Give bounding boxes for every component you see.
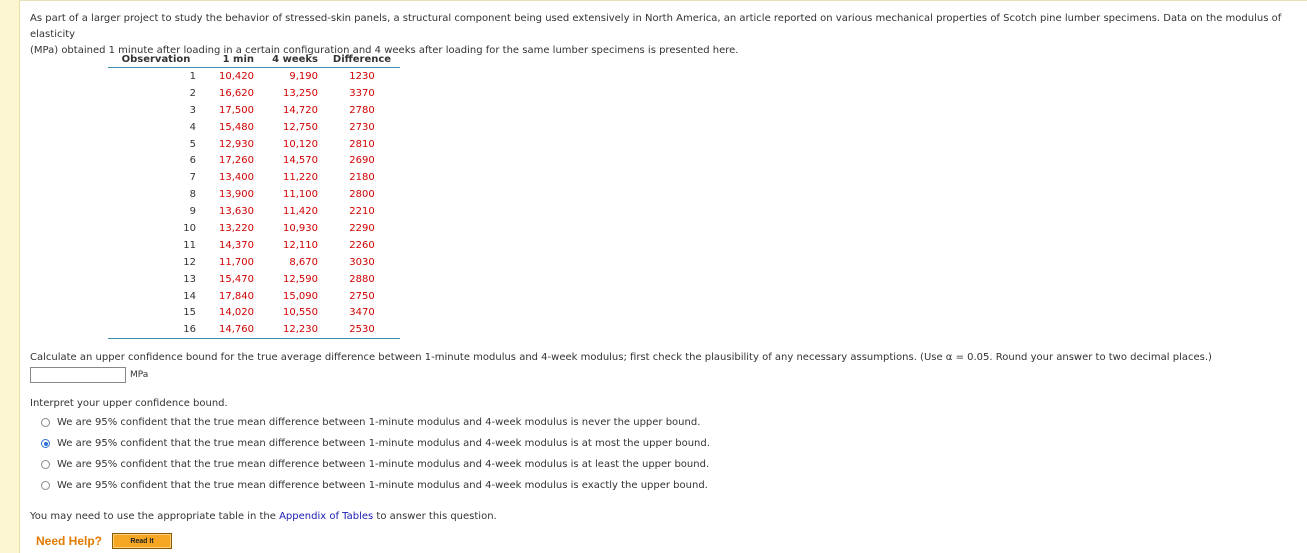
table-row [108,136,400,153]
left-margin-bar [0,0,20,553]
header-difference: Difference [320,51,400,68]
difference-cell: 2690 [349,155,375,167]
one-min-cell: 13,630 [219,206,254,218]
header-observation: Observation [108,51,196,68]
one-min-cell: 12,930 [219,138,254,150]
observation-cell: 13 [183,273,196,285]
option-label: We are 95% confident that the true mean difference between 1-minute modulus and 4-week modulus is at least the upper bound. [57,459,710,470]
one-min-cell: 13,400 [219,172,254,184]
four-weeks-cell: 10,930 [283,222,318,234]
intro-line-1: As part of a larger project to study the behavior of stressed-skin panels, a structural component being used extensively in North America, an article reported on various mechanical properties of Scotch pine lumber specimens. Data on the modulus of elasticity [30,13,1282,40]
one-min-cell: 14,760 [196,321,256,338]
top-divider [19,0,1307,1]
option-never[interactable] [41,412,710,433]
difference-cell: 3370 [349,87,375,99]
observation-cell: 1 [189,70,196,82]
table-row [108,254,400,271]
question-content [30,11,1305,548]
appendix-note [30,511,497,522]
option-label: We are 95% confident that the true mean difference between 1-minute modulus and 4-week modulus is exactly the upper bound. [57,480,708,491]
one-min-cell: 14,020 [219,307,254,319]
observation-cell: 8 [189,189,196,201]
one-min-cell: 17,840 [219,290,254,302]
appendix-suffix: to answer this question. [373,511,497,522]
unit-label: MPa [130,370,149,380]
radio-button[interactable] [41,481,50,490]
difference-cell: 2750 [349,290,375,302]
table-row [108,203,400,220]
table-row [108,102,400,119]
table-row [108,186,400,203]
header-1min: 1 min [196,51,256,68]
data-table [108,51,400,339]
four-weeks-cell: 12,230 [256,321,320,338]
one-min-cell: 15,480 [219,121,254,133]
observation-cell: 4 [189,121,196,133]
table-row [108,237,400,254]
need-help-bar [36,533,172,549]
observation-cell: 3 [189,104,196,116]
table-row [108,119,400,136]
option-exactly[interactable] [41,475,710,496]
difference-cell: 2290 [349,222,375,234]
observation-cell: 12 [183,256,196,268]
difference-cell: 3030 [349,256,375,268]
option-at-least[interactable] [41,454,710,475]
table-row [108,321,400,338]
observation-cell: 11 [183,239,196,251]
one-min-cell: 15,470 [219,273,254,285]
observation-cell: 2 [189,87,196,99]
observation-cell: 14 [183,290,196,302]
observation-cell: 16 [108,321,196,338]
upper-bound-input[interactable] [30,367,126,383]
observation-cell: 6 [189,155,196,167]
table-row [108,271,400,288]
table-row [108,169,400,186]
four-weeks-cell: 9,190 [289,70,318,82]
four-weeks-cell: 11,100 [283,189,318,201]
difference-cell: 2260 [349,239,375,251]
one-min-cell: 10,420 [219,70,254,82]
table-row [108,288,400,305]
appendix-link[interactable]: Appendix of Tables [279,511,374,522]
intro-line-2: (MPa) obtained 1 minute after loading in a certain configuration and 4 weeks after loading for the same lumber specimens is presented here. [30,45,739,56]
difference-cell: 2530 [320,321,400,338]
four-weeks-cell: 14,720 [283,104,318,116]
question-text: Calculate an upper confidence bound for the true average difference between 1-minute modulus and 4-week modulus; first check the plausibility of any necessary assumptions. (Use α = 0.05. Round your answer to two decimal places.) [30,352,1212,363]
difference-cell: 1230 [349,70,375,82]
four-weeks-cell: 12,110 [283,239,318,251]
one-min-cell: 11,700 [219,256,254,268]
answer-row [30,367,148,383]
radio-button[interactable] [41,439,50,448]
four-weeks-cell: 12,750 [283,121,318,133]
option-at-most[interactable] [41,433,710,454]
header-4weeks: 4 weeks [256,51,320,68]
one-min-cell: 13,220 [219,222,254,234]
four-weeks-cell: 10,550 [283,307,318,319]
interpretation-options [41,412,710,496]
difference-cell: 2180 [349,172,375,184]
table-row [108,304,400,321]
four-weeks-cell: 15,090 [283,290,318,302]
difference-cell: 2810 [349,138,375,150]
appendix-prefix: You may need to use the appropriate table in the [30,511,280,522]
difference-cell: 2880 [349,273,375,285]
option-label: We are 95% confident that the true mean difference between 1-minute modulus and 4-week modulus is never the upper bound. [57,417,701,428]
difference-cell: 2210 [349,206,375,218]
observation-cell: 10 [183,222,196,234]
observation-cell: 9 [189,206,196,218]
table-row [108,85,400,102]
four-weeks-cell: 14,570 [283,155,318,167]
radio-button[interactable] [41,460,50,469]
table-header-row [108,51,400,68]
four-weeks-cell: 12,590 [283,273,318,285]
table-row [108,220,400,237]
four-weeks-cell: 8,670 [289,256,318,268]
need-help-label: Need Help? [36,534,103,548]
difference-cell: 2730 [349,121,375,133]
four-weeks-cell: 11,220 [283,172,318,184]
observation-cell: 7 [189,172,196,184]
one-min-cell: 17,500 [219,104,254,116]
four-weeks-cell: 13,250 [283,87,318,99]
observation-cell: 15 [183,307,196,319]
one-min-cell: 13,900 [219,189,254,201]
observation-cell: 5 [189,138,196,150]
radio-button[interactable] [41,418,50,427]
table-row [108,152,400,169]
difference-cell: 3470 [349,307,375,319]
option-label: We are 95% confident that the true mean difference between 1-minute modulus and 4-week modulus is at most the upper bound. [57,438,710,449]
one-min-cell: 17,260 [219,155,254,167]
interpret-label: Interpret your upper confidence bound. [30,398,228,409]
four-weeks-cell: 10,120 [283,138,318,150]
difference-cell: 2800 [349,189,375,201]
four-weeks-cell: 11,420 [283,206,318,218]
table-row [108,68,400,85]
difference-cell: 2780 [349,104,375,116]
read-it-button[interactable]: Read It [112,533,172,549]
one-min-cell: 14,370 [219,239,254,251]
one-min-cell: 16,620 [219,87,254,99]
